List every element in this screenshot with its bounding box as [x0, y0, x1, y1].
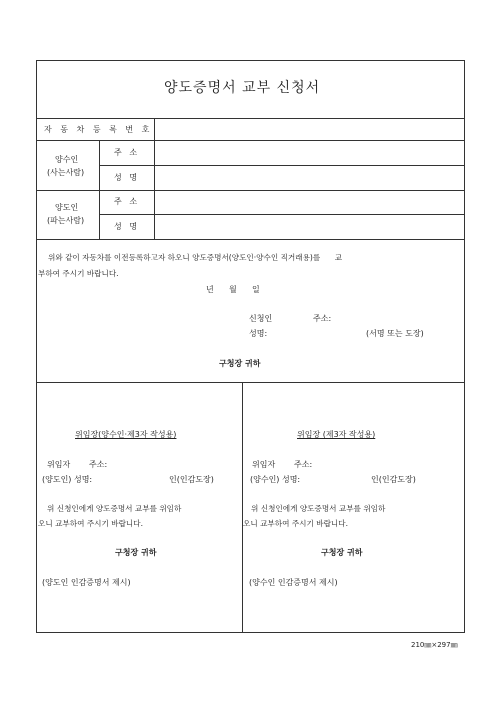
form-border-bottom [36, 632, 465, 633]
seal-note: (서명 또는 도장) [366, 329, 424, 338]
row-divider [36, 140, 465, 141]
delegation-right-role: (양수인) 성명: [250, 475, 301, 484]
delegation-left-body1: 위 신청인에게 양도증명서 교부를 위임하 [47, 504, 182, 513]
transferor-label: 양도인 [55, 203, 79, 212]
delegation-left-title: 위임장(양수인·제3자 작성용) [75, 430, 177, 439]
delegation-right-body2: 오니 교부하여 주시기 바랍니다. [243, 519, 349, 528]
request-text-line2: 부하여 주시기 바랍니다. [38, 269, 119, 278]
col-divider [242, 382, 243, 633]
paper-size-note: 210㎜×297㎜ [411, 641, 458, 649]
date-line: 년 월 일 [206, 285, 260, 294]
transferee-sublabel: (사는사람) [47, 168, 85, 177]
delegation-left-role: (양도인) 성명: [42, 475, 93, 484]
row-divider [36, 239, 465, 240]
form-title: 양도증명서 교부 신청서 [164, 80, 321, 96]
request-text-line1: 위와 같이 자동차를 이전등록하고자 하오니 양도증명서(양도인·양수인 직거래용)를 교 [48, 253, 343, 262]
transferor-address-field[interactable] [156, 192, 463, 213]
col-divider [99, 140, 100, 239]
transferor-name-field[interactable] [156, 216, 463, 238]
transferee-label: 양수인 [55, 155, 79, 164]
delegation-left-delegator: 위임자 [47, 460, 71, 469]
form-border-left [36, 60, 37, 633]
transferor-address-label: 주 소 [114, 197, 138, 206]
row-divider [36, 118, 465, 119]
form-border-right [464, 60, 465, 633]
addressee: 구청장 귀하 [219, 359, 261, 368]
delegation-left-body2: 오니 교부하여 주시기 바랍니다. [38, 519, 144, 528]
delegation-left-address: 주소: [89, 460, 108, 469]
col-divider [154, 118, 155, 239]
delegation-right-seal: 인(인감도장) [371, 475, 416, 484]
applicant-label: 신청인 [249, 314, 273, 323]
transferee-name-field[interactable] [156, 167, 463, 189]
delegation-right-delegator: 위임자 [252, 460, 276, 469]
delegation-left-footnote: (양도인 인감증명서 제시) [42, 578, 131, 587]
transferee-address-label: 주 소 [114, 148, 138, 157]
transferee-name-label: 성 명 [114, 173, 138, 182]
applicant-address-label: 주소: [313, 314, 332, 323]
transferee-address-field[interactable] [156, 142, 463, 164]
delegation-right-address: 주소: [294, 460, 313, 469]
delegation-left-seal: 인(인감도장) [169, 475, 214, 484]
delegation-right-title: 위임장 (제3자 작성용) [297, 430, 376, 439]
transferor-sublabel: (파는사람) [47, 216, 85, 225]
delegation-left-addressee: 구청장 귀하 [115, 548, 157, 557]
form-border-top [36, 60, 465, 61]
applicant-name-label: 성명: [249, 329, 268, 338]
reg-no-label: 자 동 차 등 록 번 호 [44, 125, 153, 134]
row-divider [36, 190, 465, 191]
delegation-right-footnote: (양수인 인감증명서 제시) [249, 578, 338, 587]
delegation-right-body1: 위 신청인에게 양도증명서 교부를 위임하 [251, 504, 386, 513]
row-divider [36, 382, 465, 383]
reg-no-field[interactable] [156, 120, 463, 139]
delegation-right-addressee: 구청장 귀하 [321, 548, 363, 557]
transferor-name-label: 성 명 [114, 222, 138, 231]
